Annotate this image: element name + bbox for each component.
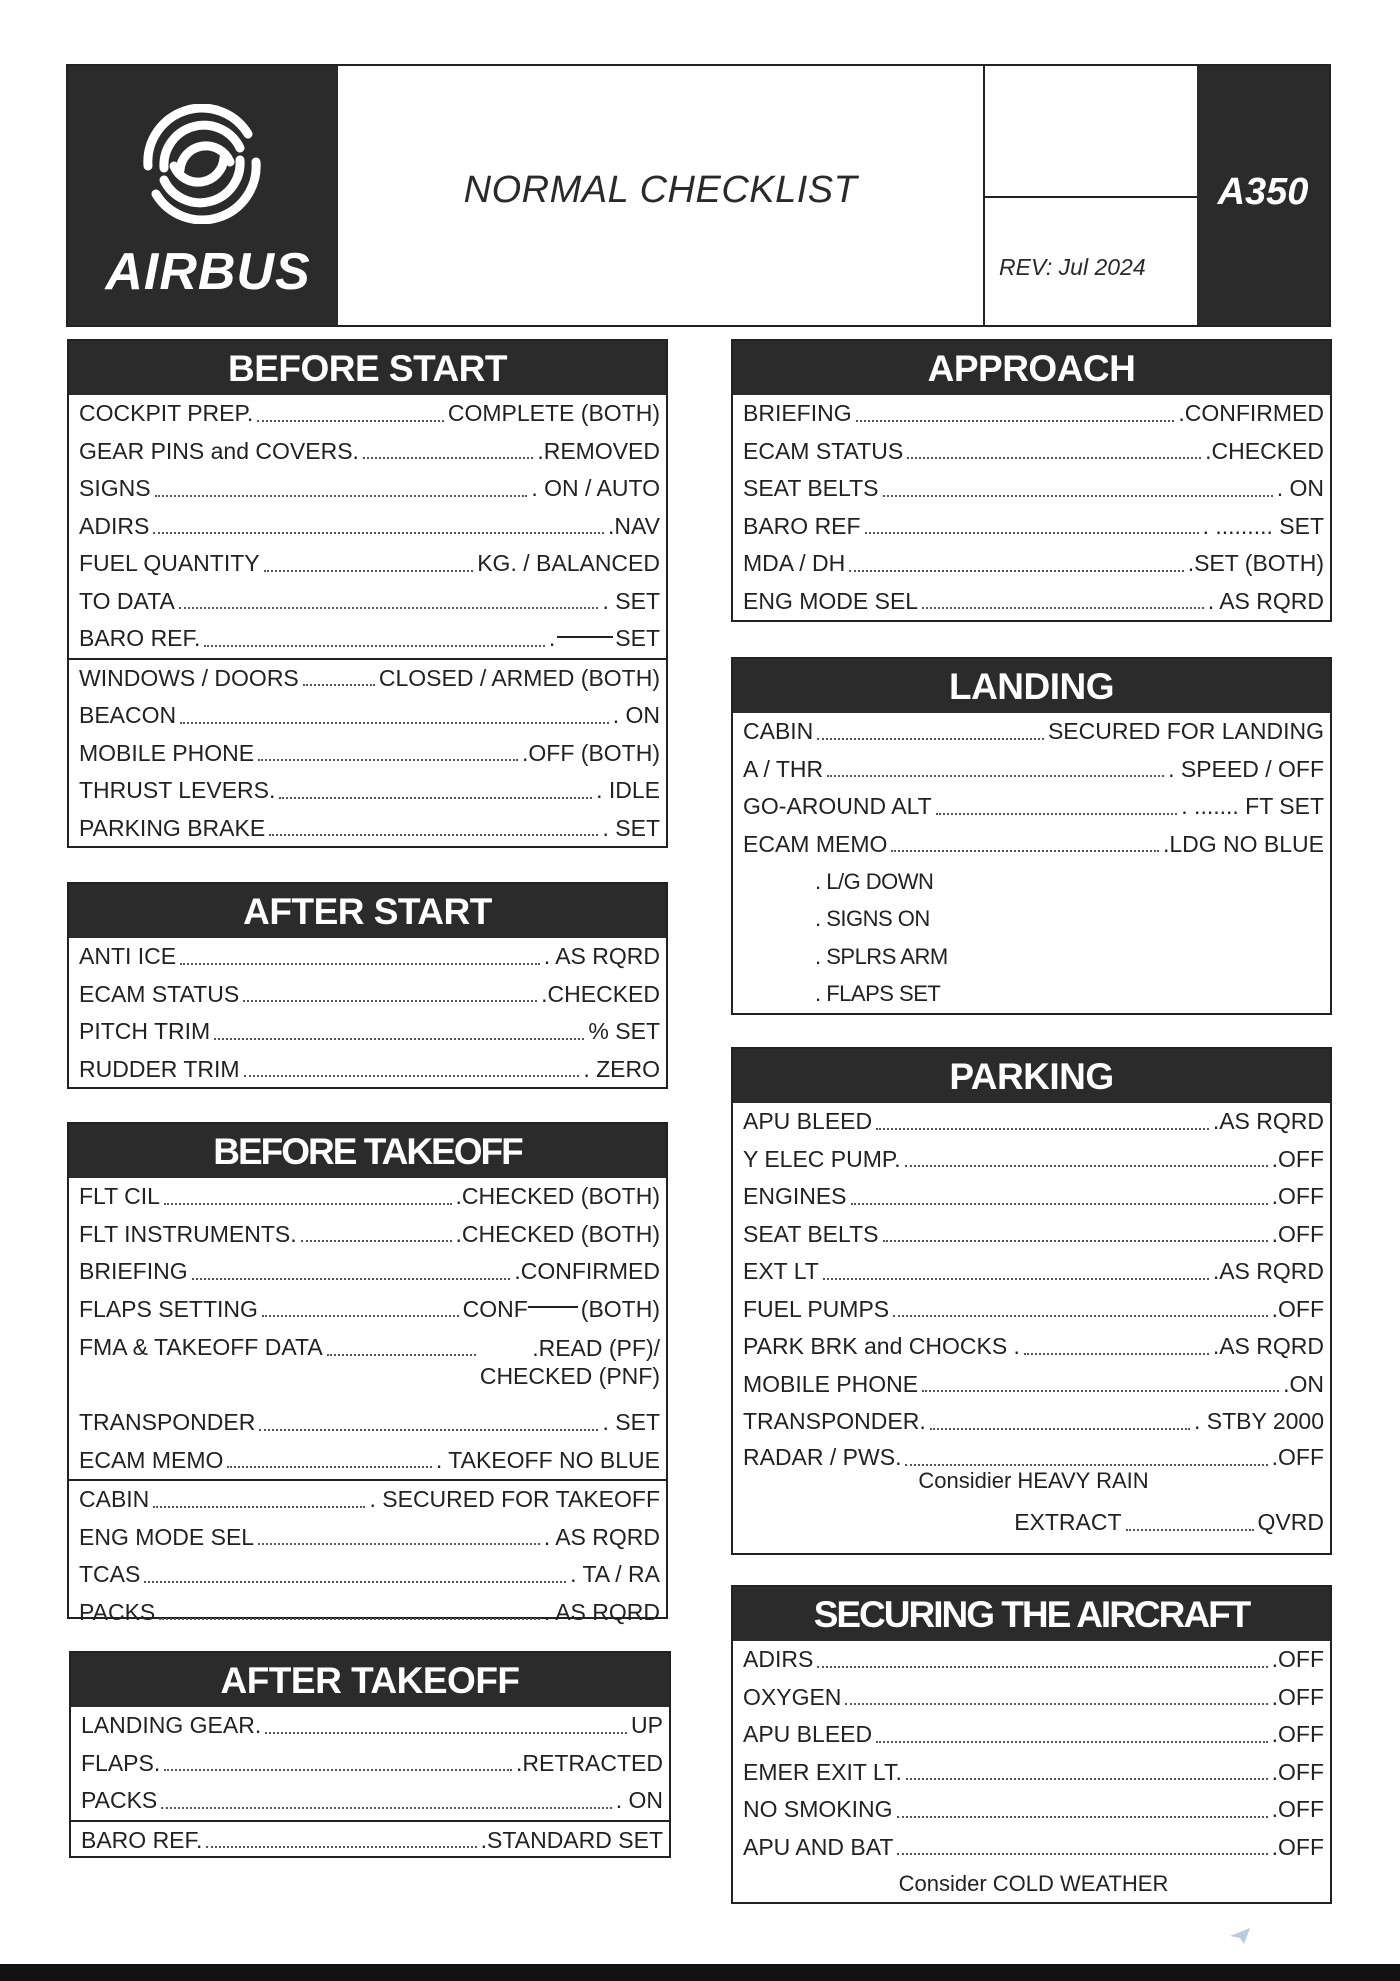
row-value: . AS RQRD	[1207, 587, 1324, 614]
ecam-memo-item: . FLAPS SET	[815, 981, 941, 1007]
row-item: APU BLEED	[743, 1108, 873, 1135]
row-item: FLAPS.	[81, 1749, 161, 1776]
section-title: AFTER START	[69, 884, 666, 938]
row-item: PITCH TRIM	[79, 1018, 211, 1045]
section-landing	[731, 657, 1332, 1015]
leader-dots	[164, 1769, 512, 1771]
leader-dots	[876, 1128, 1209, 1130]
checklist-row	[733, 1829, 1330, 1867]
row-value: . ....... FT SET	[1181, 793, 1324, 820]
row-item: TRANSPONDER.	[743, 1408, 926, 1435]
row-value: COMPLETE (BOTH)	[447, 400, 660, 427]
row-item: APU BLEED	[743, 1721, 873, 1748]
checklist-row	[733, 788, 1330, 826]
leader-dots	[907, 457, 1201, 459]
checklist-row	[69, 1253, 666, 1291]
row-item: ADIRS	[79, 512, 150, 539]
checklist-row	[733, 508, 1330, 546]
row-item: TCAS	[79, 1561, 141, 1588]
row-item: BARO REF.	[79, 625, 201, 652]
row-item: ADIRS	[743, 1646, 814, 1673]
checklist-row	[71, 1782, 669, 1820]
leader-dots	[922, 607, 1204, 609]
leader-dots	[258, 759, 518, 761]
row-item: ANTI ICE	[79, 943, 177, 970]
row-value	[480, 1334, 660, 1390]
row-value: .CHECKED	[1205, 437, 1324, 464]
checklist-row	[69, 772, 666, 810]
leader-dots	[164, 1203, 452, 1205]
checklist-row	[733, 1178, 1330, 1216]
row-value: KG. / BALANCED	[477, 550, 660, 577]
section-title: APPROACH	[733, 341, 1330, 395]
row-value: . SECURED FOR TAKEOFF	[369, 1486, 660, 1513]
row-item: ECAM STATUS	[79, 980, 240, 1007]
checklist-row	[69, 976, 666, 1014]
row-item: TRANSPONDER	[79, 1409, 256, 1436]
row-item: RADAR / PWS.	[743, 1444, 902, 1470]
row-value-prefix: CONF	[462, 1295, 528, 1322]
checklist-row	[69, 1442, 666, 1480]
model-panel	[1197, 66, 1329, 325]
row-item: WINDOWS / DOORS	[79, 664, 299, 691]
leader-dots	[817, 1666, 1267, 1668]
row-item: FMA & TAKEOFF DATA	[79, 1334, 323, 1360]
leader-dots	[144, 1581, 566, 1583]
row-value: . SET	[602, 814, 660, 841]
section-title: BEFORE START	[69, 341, 666, 395]
leader-dots	[817, 738, 1044, 740]
heavy-rain-note: Considier HEAVY RAIN	[918, 1467, 1149, 1493]
row-item: BRIEFING	[79, 1258, 188, 1285]
leader-dots	[180, 963, 540, 965]
leader-dots	[262, 1315, 459, 1317]
leader-dots	[893, 1315, 1267, 1317]
cold-weather-note: Consider COLD WEATHER	[898, 1871, 1169, 1896]
leader-dots	[1126, 1529, 1254, 1531]
leader-dots	[303, 684, 375, 686]
row-item: THRUST LEVERS.	[79, 777, 276, 804]
airbus-logo-icon	[138, 104, 266, 224]
row-value: . TA / RA	[570, 1561, 660, 1588]
checklist-row	[69, 583, 666, 621]
leader-dots	[155, 495, 528, 497]
row-value: . IDLE	[596, 777, 660, 804]
row-item: CABIN	[743, 718, 814, 745]
row-item: LANDING GEAR.	[81, 1712, 262, 1739]
row-value: .AS RQRD	[1212, 1333, 1324, 1360]
row-value-line-1: .READ (PF)/	[532, 1335, 660, 1361]
checklist-row	[733, 1366, 1330, 1404]
document-title: NORMAL CHECKLIST	[463, 169, 858, 211]
leader-dots	[883, 495, 1273, 497]
row-value: . AS RQRD	[543, 1523, 660, 1550]
row-value: . AS RQRD	[543, 943, 660, 970]
row-item: BARO REF.	[81, 1826, 203, 1853]
row-value: .OFF (BOTH)	[522, 739, 660, 766]
section-title: BEFORE TAKEOFF	[69, 1124, 666, 1178]
checklist-row	[69, 508, 666, 546]
title-cell	[338, 66, 985, 325]
logo-panel	[68, 66, 338, 325]
row-value: . ON	[1276, 475, 1324, 502]
checklist-row	[733, 1679, 1330, 1717]
leader-dots	[269, 834, 598, 836]
leader-dots	[891, 850, 1159, 852]
row-value: .OFF	[1271, 1833, 1324, 1860]
row-item: PARK BRK and CHOCKS .	[743, 1333, 1020, 1360]
row-item: Y ELEC PUMP.	[743, 1145, 901, 1172]
row-value: .OFF	[1271, 1721, 1324, 1748]
leader-dots	[851, 1203, 1268, 1205]
ecam-memo-item: . SPLRS ARM	[815, 943, 948, 969]
row-item: NO SMOKING	[743, 1796, 893, 1823]
checklist-header	[66, 64, 1331, 327]
row-item: GO-AROUND ALT	[743, 793, 932, 820]
row-value: . STBY 2000	[1194, 1408, 1324, 1435]
row-value: .OFF	[1271, 1220, 1324, 1247]
checklist-row	[69, 1291, 666, 1329]
checklist-row	[733, 1641, 1330, 1679]
row-value: . SET	[602, 1409, 660, 1436]
checklist-row	[733, 1253, 1330, 1291]
checklist-row	[733, 1754, 1330, 1792]
row-value: .AS RQRD	[1212, 1258, 1324, 1285]
section-title: LANDING	[733, 659, 1330, 713]
checklist-row	[733, 433, 1330, 471]
checklist-row	[69, 938, 666, 976]
row-item: A / THR	[743, 755, 824, 782]
checklist-row	[733, 751, 1330, 789]
extract-row	[733, 1503, 1330, 1543]
checklist-row	[733, 713, 1330, 751]
row-item: CABIN	[79, 1486, 150, 1513]
row-value: .OFF	[1271, 1646, 1324, 1673]
leader-dots	[936, 813, 1178, 815]
row-item: BARO REF	[743, 512, 861, 539]
leader-dots	[243, 1000, 537, 1002]
row-value: .OFF	[1271, 1145, 1324, 1172]
row-value: . ON	[612, 702, 660, 729]
leader-dots	[363, 457, 533, 459]
row-item: SIGNS	[79, 475, 151, 502]
leader-dots	[883, 1240, 1268, 1242]
row-value: .OFF	[1271, 1796, 1324, 1823]
checklist-row	[733, 1141, 1330, 1179]
leader-dots	[192, 1278, 511, 1280]
row-value: .OFF	[1271, 1758, 1324, 1785]
row-item: ENGINES	[743, 1183, 847, 1210]
leader-dots	[279, 797, 592, 799]
ecam-memo-item: . SIGNS ON	[815, 906, 930, 932]
row-value: .SET (BOTH)	[1187, 550, 1324, 577]
leader-dots	[1024, 1353, 1209, 1355]
row-item: BRIEFING	[743, 400, 852, 427]
checklist-row	[69, 1051, 666, 1089]
checklist-row	[69, 470, 666, 508]
section-before-start	[67, 339, 668, 848]
checklist-row	[69, 433, 666, 471]
leader-dots	[301, 1240, 452, 1242]
leader-dots	[257, 420, 444, 422]
row-item: MOBILE PHONE	[79, 739, 255, 766]
checklist-row	[69, 735, 666, 773]
row-value: SET	[615, 625, 660, 652]
revision-blank-cell	[985, 66, 1199, 198]
checklist-row	[733, 826, 1330, 864]
leader-dots	[161, 1807, 611, 1809]
checklist-row	[69, 395, 666, 433]
leader-dots	[823, 1278, 1209, 1280]
row-item: TO DATA	[79, 587, 175, 614]
leader-dots	[327, 1354, 476, 1356]
row-item: PACKS	[81, 1787, 158, 1814]
leader-dots	[930, 1428, 1190, 1430]
row-item: FLAPS SETTING	[79, 1295, 258, 1322]
leader-dots	[153, 1506, 365, 1508]
leader-dots	[206, 1846, 476, 1848]
leader-dots	[264, 570, 474, 572]
leader-dots	[865, 532, 1199, 534]
checklist-row	[733, 395, 1330, 433]
extract-label: EXTRACT	[1014, 1509, 1122, 1535]
row-value-prefix: .	[548, 625, 556, 652]
leader-dots	[897, 1816, 1268, 1818]
checklist-row	[69, 810, 666, 848]
row-value: .CHECKED (BOTH)	[455, 1183, 660, 1210]
checklist-row	[733, 545, 1330, 583]
row-item: FLT INSTRUMENTS.	[79, 1220, 297, 1247]
checklist-row	[733, 1291, 1330, 1329]
section-parking	[731, 1047, 1332, 1555]
checklist-row	[69, 1178, 666, 1216]
checklist-row	[733, 1328, 1330, 1366]
checklist-row	[69, 697, 666, 735]
leader-dots	[845, 1703, 1267, 1705]
section-before-takeoff	[67, 1122, 668, 1625]
checklist-row	[69, 1556, 666, 1594]
row-item: MDA / DH	[743, 550, 846, 577]
leader-dots	[922, 1390, 1279, 1392]
aircraft-model: A350	[1217, 171, 1309, 213]
row-item: SEAT BELTS	[743, 1220, 879, 1247]
checklist-row	[69, 1479, 666, 1519]
checklist-row	[69, 1594, 666, 1632]
leader-dots	[265, 1732, 627, 1734]
checklist-row	[71, 1707, 669, 1745]
fill-in-blank	[528, 1306, 578, 1308]
row-value: .ON	[1283, 1370, 1324, 1397]
checklist-row	[733, 470, 1330, 508]
brand-name: AIRBUS	[105, 243, 311, 301]
checklist-row	[69, 1013, 666, 1051]
row-value: . SET	[602, 587, 660, 614]
checklist-row	[69, 620, 666, 658]
section-securing-the-aircraft	[731, 1585, 1332, 1904]
row-value: . SPEED / OFF	[1168, 755, 1324, 782]
row-item: PACKS	[79, 1598, 156, 1625]
row-value: .OFF	[1271, 1444, 1324, 1470]
row-item: ECAM STATUS	[743, 437, 904, 464]
checklist-row	[733, 583, 1330, 621]
row-item: FUEL QUANTITY	[79, 550, 260, 577]
checklist-row	[733, 1103, 1330, 1141]
row-value: . ON	[615, 1787, 663, 1814]
row-item: COCKPIT PREP.	[79, 400, 254, 427]
checklist-row	[69, 1404, 666, 1442]
row-value: .NAV	[608, 512, 660, 539]
row-item: RUDDER TRIM	[79, 1055, 240, 1082]
revision-date: REV: Jul 2024	[999, 254, 1146, 280]
leader-dots	[159, 1618, 539, 1620]
section-title: AFTER TAKEOFF	[71, 1653, 669, 1707]
checklist-row	[69, 1328, 666, 1404]
row-item: ECAM MEMO	[743, 830, 888, 857]
leader-dots	[897, 1853, 1267, 1855]
row-item: OXYGEN	[743, 1683, 842, 1710]
row-value: .CONFIRMED	[514, 1258, 660, 1285]
row-value: .RETRACTED	[516, 1749, 663, 1776]
row-item: ENG MODE SEL	[743, 587, 919, 614]
row-item: BEACON	[79, 702, 177, 729]
row-item: MOBILE PHONE	[743, 1370, 919, 1397]
row-value: .CHECKED	[541, 980, 660, 1007]
row-item: FLT CIL	[79, 1183, 160, 1210]
row-item: PARKING BRAKE	[79, 814, 266, 841]
row-value: .OFF	[1271, 1683, 1324, 1710]
row-value: CLOSED / ARMED (BOTH)	[378, 664, 660, 691]
row-value: % SET	[588, 1018, 660, 1045]
checklist-row	[69, 545, 666, 583]
row-value: .OFF	[1271, 1295, 1324, 1322]
checklist-row	[71, 1745, 669, 1783]
row-value: . TAKEOFF NO BLUE	[435, 1446, 660, 1473]
row-value: SECURED FOR LANDING	[1047, 718, 1324, 745]
leader-dots	[905, 1464, 1267, 1466]
row-value: .OFF	[1271, 1183, 1324, 1210]
row-item: FUEL PUMPS	[743, 1295, 890, 1322]
row-value: (BOTH)	[580, 1295, 660, 1322]
row-item: EXT LT	[743, 1258, 819, 1285]
row-value: UP	[631, 1712, 663, 1739]
row-item: GEAR PINS and COVERS.	[79, 437, 359, 464]
row-item: SEAT BELTS	[743, 475, 879, 502]
row-item: ENG MODE SEL	[79, 1523, 255, 1550]
checklist-row	[733, 1716, 1330, 1754]
leader-dots	[244, 1075, 580, 1077]
checklist-row	[733, 1791, 1330, 1829]
checklist-row	[69, 658, 666, 698]
leader-dots	[204, 645, 544, 647]
row-value: .CHECKED (BOTH)	[455, 1220, 660, 1247]
row-value: . ON / AUTO	[531, 475, 660, 502]
leader-dots	[179, 607, 599, 609]
bottom-edge-bar	[0, 1964, 1400, 1981]
ecam-memo-item: . L/G DOWN	[815, 868, 934, 894]
leader-dots	[876, 1741, 1268, 1743]
leader-dots	[827, 775, 1164, 777]
leader-dots	[227, 1466, 432, 1468]
checklist-row	[733, 1216, 1330, 1254]
row-item: EMER EXIT LT.	[743, 1758, 902, 1785]
leader-dots	[180, 722, 609, 724]
section-title: SECURING THE AIRCRAFT	[733, 1587, 1330, 1641]
leader-dots	[906, 1778, 1268, 1780]
leader-dots	[214, 1038, 584, 1040]
row-value: . AS RQRD	[543, 1598, 660, 1625]
paper-plane-icon	[1229, 1927, 1251, 1945]
section-after-start	[67, 882, 668, 1089]
row-value: . ZERO	[583, 1055, 660, 1082]
row-value: .AS RQRD	[1212, 1108, 1324, 1135]
section-after-takeoff	[69, 1651, 671, 1858]
row-value: . ......... SET	[1202, 512, 1324, 539]
checklist-row	[69, 1519, 666, 1557]
leader-dots	[153, 532, 604, 534]
leader-dots	[259, 1429, 598, 1431]
leader-dots	[905, 1165, 1268, 1167]
leader-dots	[856, 420, 1175, 422]
row-value: .LDG NO BLUE	[1162, 830, 1324, 857]
row-value-line-2: CHECKED (PNF)	[479, 1363, 660, 1389]
row-item: APU AND BAT	[743, 1833, 894, 1860]
leader-dots	[849, 570, 1183, 572]
leader-dots	[258, 1543, 540, 1545]
row-value: .STANDARD SET	[480, 1826, 663, 1853]
section-title: PARKING	[733, 1049, 1330, 1103]
checklist-row	[733, 1403, 1330, 1441]
checklist-row	[71, 1820, 669, 1860]
section-approach	[731, 339, 1332, 622]
row-value: .CONFIRMED	[1178, 400, 1324, 427]
row-item: ECAM MEMO	[79, 1446, 224, 1473]
checklist-row	[69, 1216, 666, 1254]
fill-in-blank	[557, 636, 613, 638]
row-value: .REMOVED	[537, 437, 660, 464]
extract-value: QVRD	[1257, 1509, 1324, 1535]
revision-cell	[985, 66, 1199, 325]
